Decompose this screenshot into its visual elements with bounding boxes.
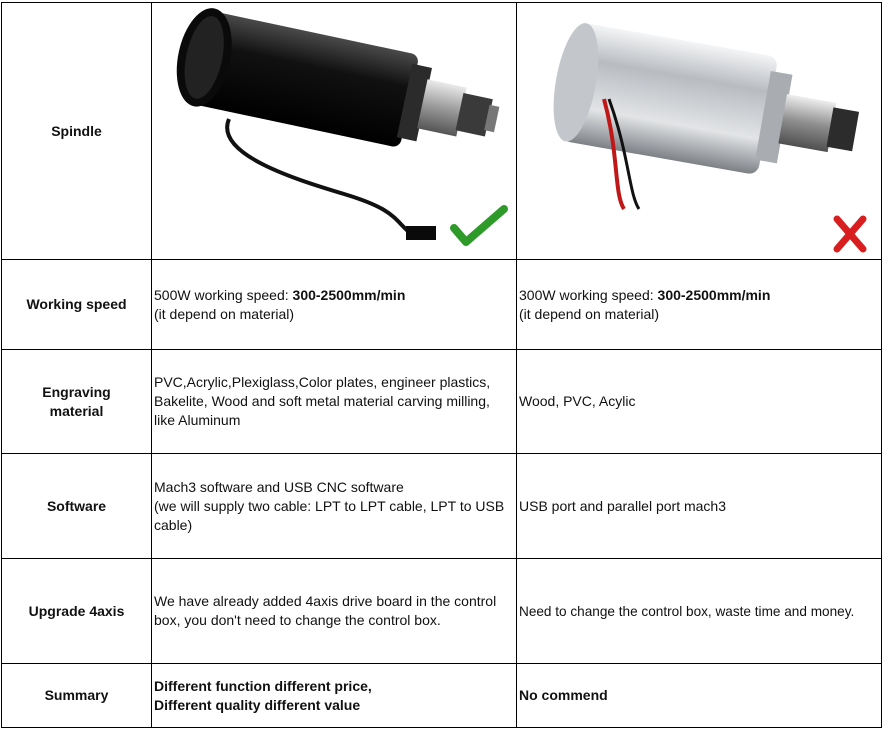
bad-summary-text: No commend bbox=[519, 687, 608, 703]
spindle-label: Spindle bbox=[2, 3, 152, 260]
good-speed-cell bbox=[152, 260, 517, 350]
good-summary-line1: Different function different price, bbox=[154, 677, 372, 694]
engraving-material-label bbox=[2, 350, 152, 454]
row-spindle bbox=[2, 3, 882, 260]
good-speed-prefix: 500W working speed: bbox=[154, 286, 293, 303]
bad-software-cell bbox=[517, 454, 882, 559]
bad-upgrade-cell bbox=[517, 559, 882, 664]
good-software-cell bbox=[152, 454, 517, 559]
silver-spindle-motor-image bbox=[519, 4, 880, 259]
upgrade-4axis-label: Upgrade 4axis bbox=[2, 559, 152, 664]
bad-speed-value: 300-2500mm/min bbox=[657, 286, 771, 303]
bad-material-text: Wood, PVC, Acylic bbox=[519, 393, 636, 409]
row-summary bbox=[2, 664, 882, 728]
bad-speed-line bbox=[519, 286, 879, 305]
row-software bbox=[2, 454, 882, 559]
good-software-line1: Mach3 software and USB CNC software bbox=[154, 478, 404, 495]
black-spindle-motor-image bbox=[154, 4, 515, 259]
check-icon bbox=[454, 209, 504, 242]
summary-label: Summary bbox=[2, 664, 152, 728]
good-material-text: PVC,Acrylic,Plexiglass,Color plates, engineer plastics, Bakelite, Wood and soft metal material carving milling, like Aluminum bbox=[154, 374, 491, 428]
row-working-speed bbox=[2, 260, 882, 350]
good-material-cell bbox=[152, 350, 517, 454]
engraving-material-label-line2: material bbox=[49, 402, 104, 419]
software-label: Software bbox=[2, 454, 152, 559]
good-summary-cell bbox=[152, 664, 517, 728]
bad-material-cell bbox=[517, 350, 882, 454]
good-speed-line bbox=[154, 286, 514, 305]
bad-speed-cell bbox=[517, 260, 882, 350]
cross-icon bbox=[837, 219, 863, 249]
good-summary-line2: Different quality different value bbox=[154, 696, 361, 713]
bad-summary-cell bbox=[517, 664, 882, 728]
good-upgrade-text: We have already added 4axis drive board in the control box, you don't need to change the control box. bbox=[154, 593, 497, 628]
row-engraving-material bbox=[2, 350, 882, 454]
working-speed-label: Working speed bbox=[2, 260, 152, 350]
comparison-table bbox=[1, 2, 882, 728]
good-speed-note: (it depend on material) bbox=[154, 305, 295, 322]
bad-speed-prefix: 300W working speed: bbox=[519, 286, 658, 303]
bad-software-text: USB port and parallel port mach3 bbox=[519, 497, 726, 514]
good-spindle-cell bbox=[152, 3, 517, 260]
row-upgrade-4axis bbox=[2, 559, 882, 664]
bad-speed-note: (it depend on material) bbox=[519, 305, 660, 322]
engraving-material-label-line1: Engraving bbox=[42, 383, 111, 400]
bad-upgrade-text: Need to change the control box, waste time and money. bbox=[519, 603, 855, 619]
good-speed-value: 300-2500mm/min bbox=[292, 286, 406, 303]
good-upgrade-cell bbox=[152, 559, 517, 664]
bad-spindle-cell bbox=[517, 3, 882, 260]
good-software-line2: (we will supply two cable: LPT to LPT cable, LPT to USB cable) bbox=[154, 497, 505, 533]
